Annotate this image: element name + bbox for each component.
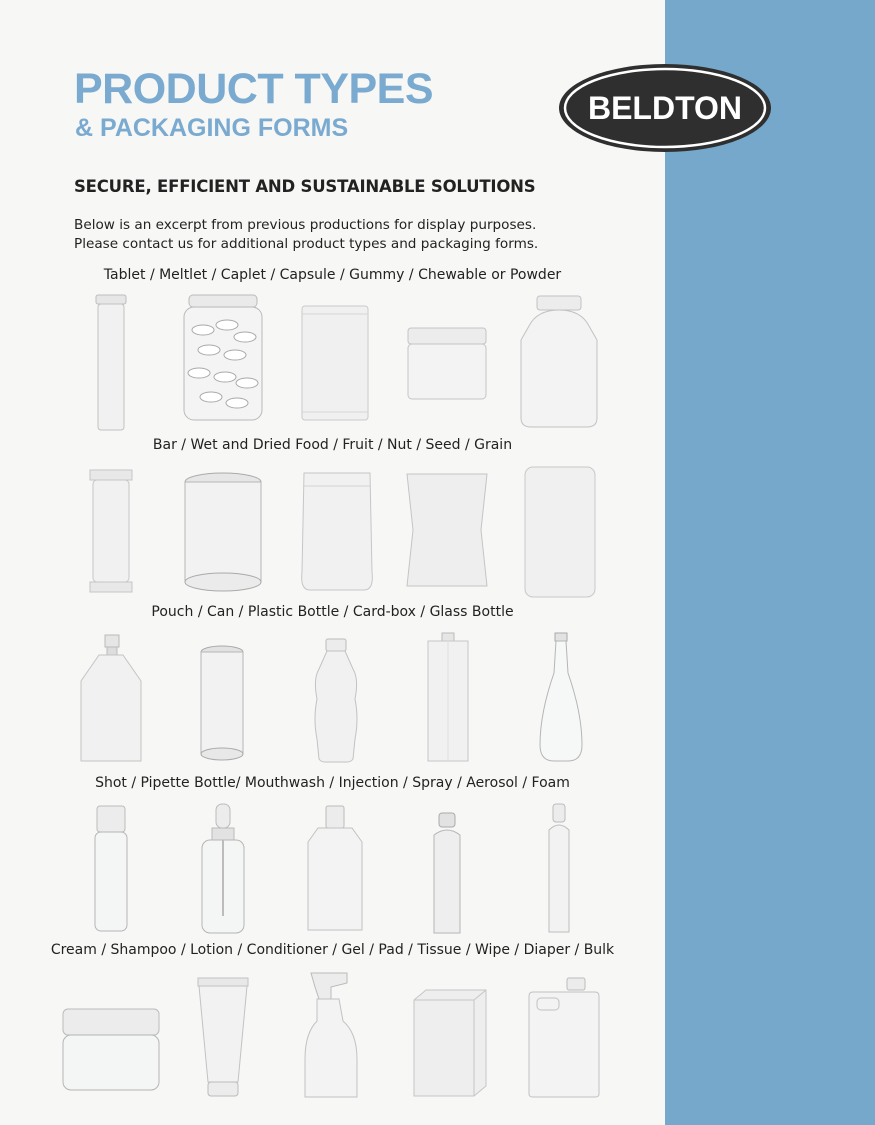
intro-line-1: Below is an excerpt from previous productions for display purposes. [74, 217, 537, 233]
bar-wrapper-icon [88, 470, 134, 592]
intro-line-2: Please contact us for additional product types and packaging forms. [74, 236, 539, 252]
beverage-can-icon [199, 645, 245, 761]
pipette-bottle-icon [200, 804, 246, 934]
jerrycan-icon [527, 978, 601, 1098]
sachet-icon [301, 305, 369, 421]
plastic-bottle-icon [311, 639, 361, 763]
squeeze-tube-icon [198, 978, 248, 1098]
cream-jar-icon [407, 328, 487, 400]
glass-cream-jar-icon [61, 1009, 161, 1091]
intro-text [74, 216, 538, 254]
spout-pouch-icon [79, 635, 143, 763]
brand-name: BELDTON [587, 90, 743, 126]
page-subtitle: & PACKAGING FORMS [75, 114, 349, 142]
page-title: PRODUCT TYPES [74, 65, 434, 113]
stand-up-pouch-icon [300, 472, 374, 592]
supplement-tub-icon [519, 296, 599, 428]
glass-bottle-icon [538, 633, 584, 763]
beldton-logo [557, 62, 773, 154]
foam-bottle-icon [545, 804, 573, 934]
tissue-box-icon [412, 988, 488, 1098]
bulk-bag-icon [524, 466, 596, 598]
tin-can-icon [183, 472, 263, 592]
tagline: SECURE, EFFICIENT AND SUSTAINABLE SOLUTIONS [74, 177, 536, 196]
carton-box-icon [426, 633, 470, 763]
accent-sidebar [665, 0, 875, 1125]
category-label-tablets: Tablet / Meltlet / Caplet / Capsule / Gummy / Chewable or Powder [103, 267, 562, 283]
effervescent-tube-icon [95, 295, 127, 431]
category-label-personal-care: Cream / Shampoo / Lotion / Conditioner / Gel / Pad / Tissue / Wipe / Diaper / Bulk [50, 942, 615, 958]
trigger-spray-icon [303, 973, 359, 1099]
capsule-jar-icon [183, 295, 263, 421]
shot-vial-icon [93, 806, 129, 932]
pillow-pack-icon [405, 472, 489, 588]
category-label-liquids: Shot / Pipette Bottle/ Mouthwash / Injection / Spray / Aerosol / Foam [95, 775, 570, 791]
category-label-food: Bar / Wet and Dried Food / Fruit / Nut / Seed / Grain [152, 437, 513, 453]
aerosol-can-icon [430, 813, 464, 935]
mouthwash-bottle-icon [306, 806, 364, 932]
category-label-containers: Pouch / Can / Plastic Bottle / Card-box / Glass Bottle [151, 604, 514, 620]
